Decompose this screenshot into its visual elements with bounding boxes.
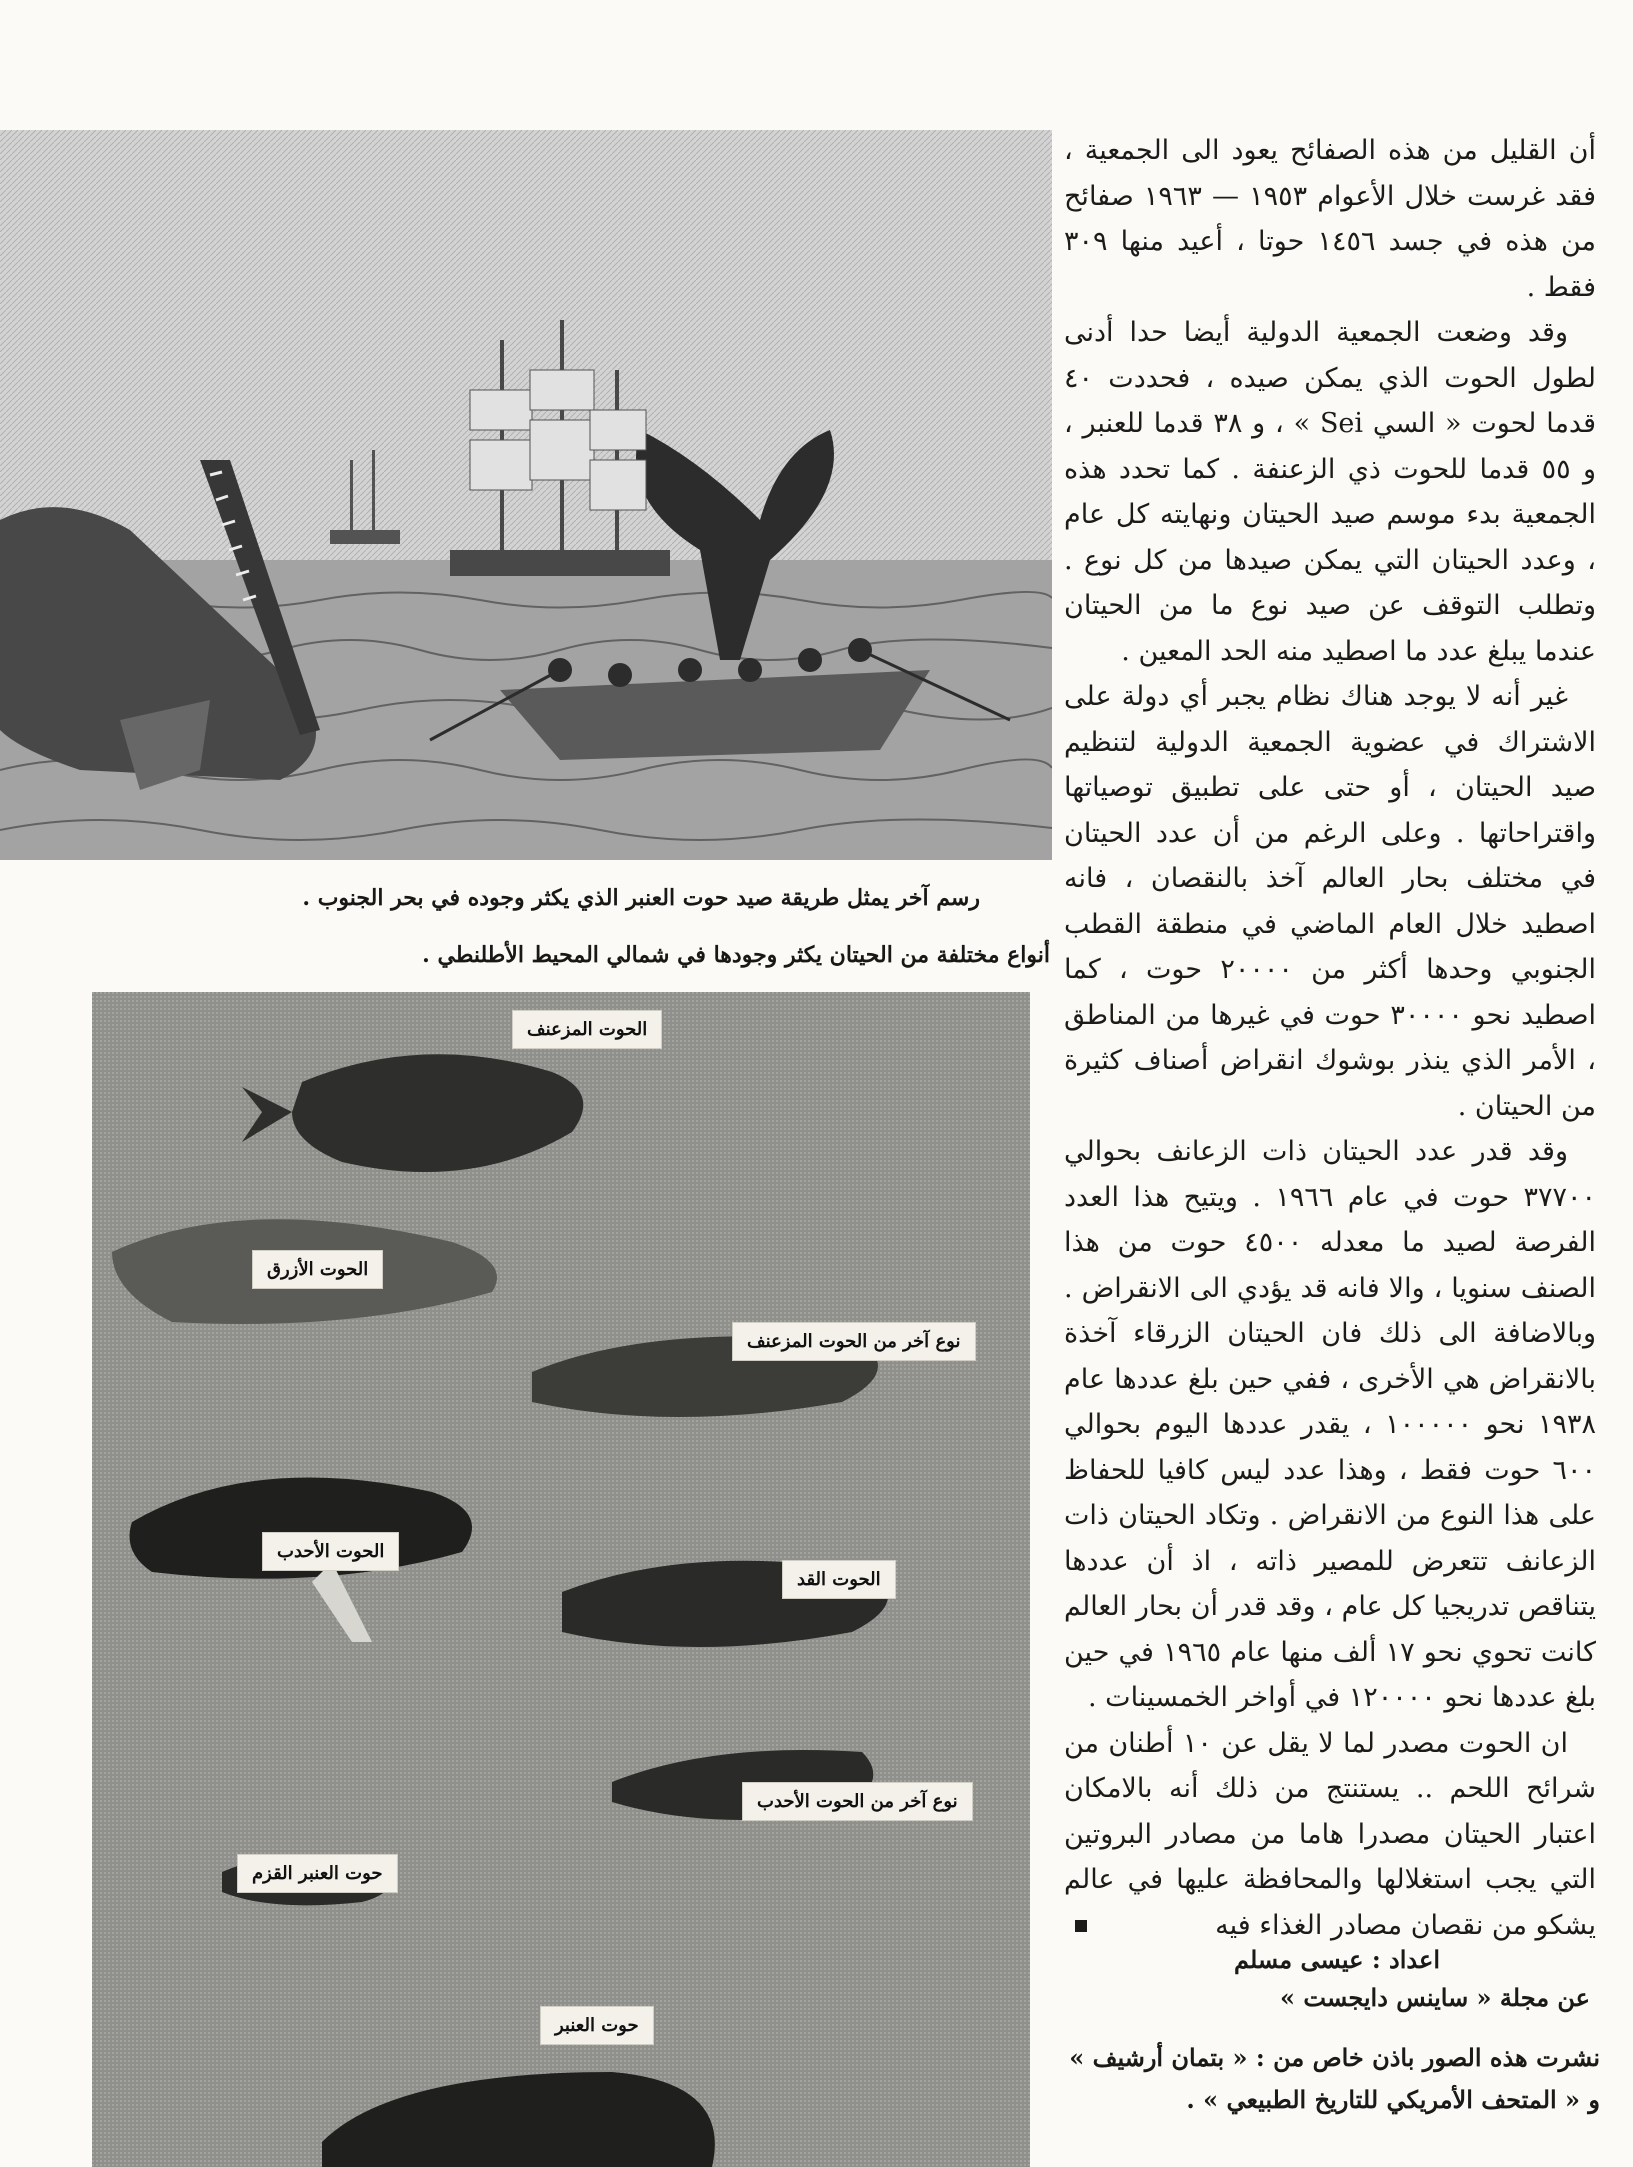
- bottom-figure-caption: أنواع مختلفة من الحيتان يكثر وجودها في شمالي المحيط الأطلنطي .: [422, 942, 1050, 968]
- whale-species-plate: [92, 992, 1030, 2167]
- source-credit: عن مجلة « ساينس دايجست »: [1280, 1983, 1590, 2012]
- article-paragraph: [1064, 1721, 1596, 1949]
- label-fin-whale-variant: نوع آخر من الحوت المزعنف: [732, 1322, 976, 1361]
- whaling-illustration: [0, 130, 1052, 860]
- label-humpback-variant: نوع آخر من الحوت الأحدب: [742, 1782, 973, 1821]
- article-paragraph-text: ان الحوت مصدر لما لا يقل عن ١٠ أطنان من شرائح اللحم .. يستنتج من ذلك أنه بالامكان اعتبار الحيتان مصدرا هاما من مصادر البروتين التي يجب استغلالها والمحافظة عليها في عالم يشكو من نقصان مصادر الغذاء فيه: [1064, 1727, 1596, 1941]
- whaling-scene-drawing: [0, 130, 1052, 860]
- label-fin-whale: الحوت المزعنف: [512, 1010, 662, 1049]
- label-humpback-whale: الحوت الأحدب: [262, 1532, 399, 1571]
- article-paragraph: وقد وضعت الجمعية الدولية أيضا حدا أدنى لطول الحوت الذي يمكن صيده ، فحددت ٤٠ قدما لحوت « السي Sei » ، و ٣٨ قدما للعنبر ، و ٥٥ قدما للحوت ذي الزعنفة . كما تحدد هذه الجمعية بدء موسم صيد الحيتان ونهايته كل عام ، وعدد الحيتان التي يمكن صيدها من كل نوع . وتطلب التوقف عن صيد نوع ما من الحيتان عندما يبلغ عدد ما اصطيد منه الحد المعين .: [1064, 317, 1597, 667]
- label-cod-whale: الحوت القد: [782, 1560, 896, 1599]
- article-paragraph: أن القليل من هذه الصفائح يعود الى الجمعية ، فقد غرست خلال الأعوام ١٩٥٣ — ١٩٦٣ صفائح من هذه في جسد ١٤٥٦ حوتا ، أعيد منها ٣٠٩ فقط .: [1064, 135, 1596, 303]
- end-of-article-mark: [1075, 1920, 1087, 1932]
- label-pygmy-sperm-whale: حوت العنبر القزم: [237, 1854, 398, 1893]
- label-sperm-whale: حوت العنبر: [540, 2006, 654, 2045]
- photo-credit-line-2: و « المتحف الأمريكي للتاريخ الطبيعي » .: [1186, 2085, 1600, 2114]
- photo-credit-line-1: نشرت هذه الصور باذن خاص من : « بتمان أرشيف »: [1069, 2043, 1600, 2072]
- author-credit: اعداد : عيسى مسلم: [1233, 1945, 1440, 1974]
- article-paragraph: وقد قدر عدد الحيتان ذات الزعانف بحوالي ٣٧٧٠٠ حوت في عام ١٩٦٦ . ويتيح هذا العدد الفرصة لصيد ما معدله ٤٥٠٠ حوت من هذا الصنف سنويا ، والا فانه قد يؤدي الى الانقراض . وبالاضافة الى ذلك فان الحيتان الزرقاء آخذة بالانقراض هي الأخرى ، ففي حين بلغ عددها عام ١٩٣٨ نحو ١٠٠٠٠٠ ، يقدر عددها اليوم بحوالي ٦٠٠ حوت فقط ، وهذا عدد ليس كافيا للحفاظ على هذا النوع من الانقراض . وتكاد الحيتان ذات الزعانف تتعرض للمصير ذاته ، اذ أن عددها يتناقص تدريجيا كل عام ، وقد قدر أن بحار العالم كانت تحوي نحو ١٧ ألف منها عام ١٩٦٥ في حين بلغ عددها نحو ١٢٠٠٠٠ في أواخر الخمسينات .: [1064, 1136, 1597, 1713]
- article-paragraph: غير أنه لا يوجد هناك نظام يجبر أي دولة على الاشتراك في عضوية الجمعية الدولية لتنظيم صيد الحيتان ، أو حتى على تطبيق توصياتها واقتراحاتها . وعلى الرغم من أن عدد الحيتان في مختلف بحار العالم آخذ بالنقصان ، فانه اصطيد خلال العام الماضي في منطقة القطب الجنوبي وحدها أكثر من ٢٠٠٠٠ حوت ، كما اصطيد نحو ٣٠٠٠٠ حوت في غيرها من المناطق ، الأمر الذي ينذر بوشوك انقراض أصناف كثيرة من الحيتان .: [1064, 681, 1597, 1122]
- top-figure-caption: رسم آخر يمثل طريقة صيد حوت العنبر الذي يكثر وجوده في بحر الجنوب .: [302, 885, 980, 911]
- label-blue-whale: الحوت الأزرق: [252, 1250, 383, 1289]
- article-column: [1064, 128, 1596, 2008]
